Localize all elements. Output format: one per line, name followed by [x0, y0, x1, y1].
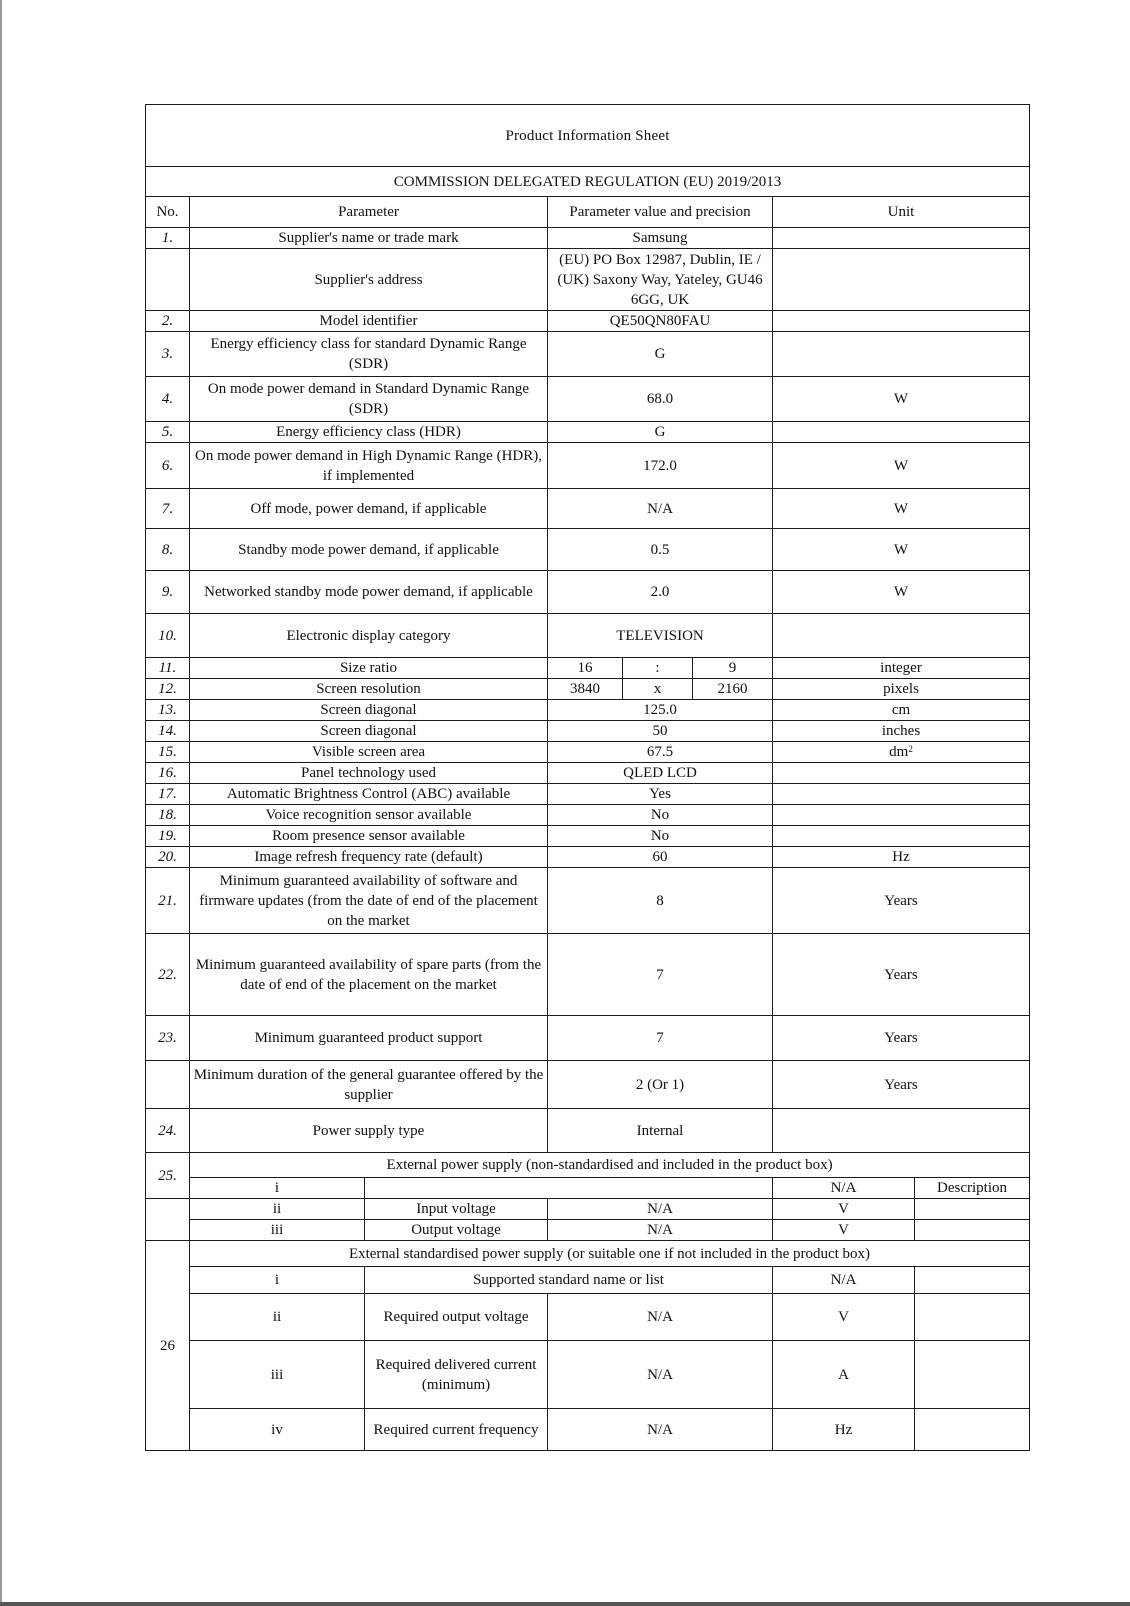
header-unit: Unit [773, 197, 1030, 228]
parameter-cell: On mode power demand in Standard Dynamic Range (SDR) [190, 377, 548, 422]
row-number: 2. [146, 311, 190, 332]
row-number: 8. [146, 529, 190, 571]
row-number: 9. [146, 571, 190, 614]
unit-cell: W [773, 489, 1030, 529]
parameter-cell: Panel technology used [190, 763, 548, 784]
table-row [146, 228, 1030, 249]
unit-cell [773, 763, 1030, 784]
sub-label: iii [190, 1341, 365, 1409]
sub-label: i [190, 1178, 365, 1199]
value-cell: G [548, 422, 773, 443]
parameter-cell: Networked standby mode power demand, if applicable [190, 571, 548, 614]
row-number [146, 1061, 190, 1109]
parameter-cell: Minimum guaranteed product support [190, 1016, 548, 1061]
row-number: 15. [146, 742, 190, 763]
value-cell: 8 [548, 868, 773, 934]
value-cell: Yes [548, 784, 773, 805]
table-row [146, 679, 1030, 700]
extra-cell [915, 1220, 1030, 1241]
row-number: 23. [146, 1016, 190, 1061]
table-row [146, 763, 1030, 784]
parameter-cell: Output voltage [365, 1220, 548, 1241]
row-number: 19. [146, 826, 190, 847]
row-number: 25. [146, 1153, 190, 1199]
row-number: 26 [146, 1241, 190, 1451]
unit-cell: V [773, 1199, 915, 1220]
parameter-cell: Input voltage [365, 1199, 548, 1220]
unit-cell [773, 311, 1030, 332]
table-row [146, 1341, 1030, 1409]
parameter-cell [365, 1178, 773, 1199]
row-number: 13. [146, 700, 190, 721]
unit-cell: A [773, 1341, 915, 1409]
row-number: 6. [146, 443, 190, 489]
value-cell: Samsung [548, 228, 773, 249]
unit-cell [773, 332, 1030, 377]
value-cell: QLED LCD [548, 763, 773, 784]
regulation-title: COMMISSION DELEGATED REGULATION (EU) 2019/2013 [146, 167, 1030, 197]
parameter-cell: Minimum guaranteed availability of software and firmware updates (from the date of end of the placement on the market [190, 868, 548, 934]
standard-psu-title-row [146, 1241, 1030, 1267]
row-number: 7. [146, 489, 190, 529]
value-cell: 67.5 [548, 742, 773, 763]
table-row [146, 847, 1030, 868]
unit-cell: W [773, 443, 1030, 489]
title-row [146, 105, 1030, 167]
value-part-1: 3840 [548, 679, 623, 700]
value-separator: x [623, 679, 693, 700]
value-cell: N/A [548, 1199, 773, 1220]
parameter-cell: Visible screen area [190, 742, 548, 763]
row-number: 21. [146, 868, 190, 934]
sub-label: ii [190, 1199, 365, 1220]
value-cell: TELEVISION [548, 614, 773, 658]
parameter-cell: Size ratio [190, 658, 548, 679]
parameter-cell: Required current frequency [365, 1409, 548, 1451]
table-row [146, 826, 1030, 847]
row-number: 22. [146, 934, 190, 1016]
value-cell: 68.0 [548, 377, 773, 422]
value-cell: N/A [548, 1341, 773, 1409]
unit-cell: integer [773, 658, 1030, 679]
page-edge-bottom [0, 1602, 1130, 1606]
unit-cell [773, 228, 1030, 249]
row-number: 5. [146, 422, 190, 443]
value-cell: N/A [548, 489, 773, 529]
table-row [146, 1294, 1030, 1341]
table-row [146, 868, 1030, 934]
parameter-cell: Automatic Brightness Control (ABC) available [190, 784, 548, 805]
unit-cell: Years [773, 1061, 1030, 1109]
row-number: 11. [146, 658, 190, 679]
extra-cell [915, 1409, 1030, 1451]
sub-label: iii [190, 1220, 365, 1241]
row-number: 17. [146, 784, 190, 805]
unit-text: dm [889, 744, 909, 760]
value-part-1: 16 [548, 658, 623, 679]
parameter-cell: Supplier's name or trade mark [190, 228, 548, 249]
product-information-table [145, 104, 1030, 1451]
unit-cell: cm [773, 700, 1030, 721]
value-cell: No [548, 826, 773, 847]
value-separator: : [623, 658, 693, 679]
parameter-cell: Required output voltage [365, 1294, 548, 1341]
value-cell: QE50QN80FAU [548, 311, 773, 332]
unit-cell: V [773, 1294, 915, 1341]
table-row [146, 311, 1030, 332]
parameter-cell: Supported standard name or list [365, 1267, 773, 1294]
table-row [146, 1220, 1030, 1241]
table-row [146, 443, 1030, 489]
header-no: No. [146, 197, 190, 228]
value-cell: 2 (Or 1) [548, 1061, 773, 1109]
unit-cell: W [773, 377, 1030, 422]
parameter-cell: Screen diagonal [190, 700, 548, 721]
row-number: 3. [146, 332, 190, 377]
value-cell: 0.5 [548, 529, 773, 571]
value-cell: N/A [773, 1178, 915, 1199]
table-row [146, 1199, 1030, 1220]
unit-cell: W [773, 529, 1030, 571]
unit-cell [773, 742, 1030, 763]
table-row [146, 422, 1030, 443]
table-row [146, 249, 1030, 311]
table-row [146, 1016, 1030, 1061]
row-number: 12. [146, 679, 190, 700]
table-row [146, 571, 1030, 614]
row-number: 10. [146, 614, 190, 658]
table-row [146, 700, 1030, 721]
section-title: External power supply (non-standardised and included in the product box) [190, 1153, 1030, 1178]
extra-cell [915, 1294, 1030, 1341]
section-title: External standardised power supply (or suitable one if not included in the product box) [190, 1241, 1030, 1267]
value-cell: Internal [548, 1109, 773, 1153]
page-edge-left [0, 0, 2, 1606]
table-row [146, 332, 1030, 377]
parameter-cell: Screen resolution [190, 679, 548, 700]
value-cell: (EU) PO Box 12987, Dublin, IE / (UK) Saxony Way, Yateley, GU46 6GG, UK [548, 249, 773, 311]
parameter-cell: Energy efficiency class (HDR) [190, 422, 548, 443]
table-row [146, 721, 1030, 742]
value-cell: 60 [548, 847, 773, 868]
parameter-cell: On mode power demand in High Dynamic Range (HDR), if implemented [190, 443, 548, 489]
parameter-cell: Image refresh frequency rate (default) [190, 847, 548, 868]
unit-superscript: 2 [908, 744, 913, 754]
header-value: Parameter value and precision [548, 197, 773, 228]
parameter-cell: Energy efficiency class for standard Dynamic Range (SDR) [190, 332, 548, 377]
unit-cell: pixels [773, 679, 1030, 700]
unit-cell: V [773, 1220, 915, 1241]
unit-cell: Years [773, 1016, 1030, 1061]
table-row [146, 1109, 1030, 1153]
unit-cell: Years [773, 934, 1030, 1016]
unit-cell: W [773, 571, 1030, 614]
unit-cell: inches [773, 721, 1030, 742]
value-cell: 7 [548, 934, 773, 1016]
parameter-cell: Minimum guaranteed availability of spare parts (from the date of end of the placement on the market [190, 934, 548, 1016]
table-row [146, 805, 1030, 826]
parameter-cell: Room presence sensor available [190, 826, 548, 847]
table-row [146, 1267, 1030, 1294]
external-psu-title-row [146, 1153, 1030, 1178]
parameter-cell: Power supply type [190, 1109, 548, 1153]
value-cell: N/A [548, 1409, 773, 1451]
table-row [146, 1061, 1030, 1109]
sub-label: iv [190, 1409, 365, 1451]
row-number: 20. [146, 847, 190, 868]
parameter-cell: Voice recognition sensor available [190, 805, 548, 826]
table-row [146, 489, 1030, 529]
value-cell: No [548, 805, 773, 826]
row-number: 14. [146, 721, 190, 742]
table-row [146, 1409, 1030, 1451]
unit-cell [773, 1109, 1030, 1153]
value-cell: 125.0 [548, 700, 773, 721]
header-parameter: Parameter [190, 197, 548, 228]
value-cell: 172.0 [548, 443, 773, 489]
value-cell: 2.0 [548, 571, 773, 614]
sub-label: i [190, 1267, 365, 1294]
unit-cell [773, 614, 1030, 658]
unit-cell [773, 805, 1030, 826]
page-title: Product Information Sheet [146, 105, 1030, 167]
parameter-cell: Off mode, power demand, if applicable [190, 489, 548, 529]
table-row [146, 784, 1030, 805]
parameter-cell: Standby mode power demand, if applicable [190, 529, 548, 571]
table-row [146, 742, 1030, 763]
row-number: 24. [146, 1109, 190, 1153]
unit-cell: Hz [773, 1409, 915, 1451]
unit-cell [773, 249, 1030, 311]
value-cell: G [548, 332, 773, 377]
sub-label: ii [190, 1294, 365, 1341]
regulation-row [146, 167, 1030, 197]
parameter-cell: Minimum duration of the general guarantee offered by the supplier [190, 1061, 548, 1109]
extra-cell [915, 1267, 1030, 1294]
unit-cell [773, 422, 1030, 443]
table-row [146, 614, 1030, 658]
value-cell: 7 [548, 1016, 773, 1061]
row-number: 18. [146, 805, 190, 826]
row-number [146, 249, 190, 311]
table-row [146, 377, 1030, 422]
parameter-cell: Model identifier [190, 311, 548, 332]
table-row [146, 934, 1030, 1016]
value-cell: N/A [773, 1267, 915, 1294]
extra-cell: Description [915, 1178, 1030, 1199]
parameter-cell: Supplier's address [190, 249, 548, 311]
value-part-2: 9 [693, 658, 773, 679]
value-part-2: 2160 [693, 679, 773, 700]
unit-cell: Hz [773, 847, 1030, 868]
unit-cell: Years [773, 868, 1030, 934]
unit-cell [773, 784, 1030, 805]
parameter-cell: Electronic display category [190, 614, 548, 658]
row-number: 16. [146, 763, 190, 784]
row-number [146, 1199, 190, 1241]
table-row [146, 658, 1030, 679]
table-row [146, 529, 1030, 571]
value-cell: N/A [548, 1220, 773, 1241]
unit-cell [773, 826, 1030, 847]
extra-cell [915, 1199, 1030, 1220]
value-cell: N/A [548, 1294, 773, 1341]
parameter-cell: Required delivered current (minimum) [365, 1341, 548, 1409]
parameter-cell: Screen diagonal [190, 721, 548, 742]
row-number: 1. [146, 228, 190, 249]
table-row [146, 1178, 1030, 1199]
header-row [146, 197, 1030, 228]
row-number: 4. [146, 377, 190, 422]
value-cell: 50 [548, 721, 773, 742]
extra-cell [915, 1341, 1030, 1409]
